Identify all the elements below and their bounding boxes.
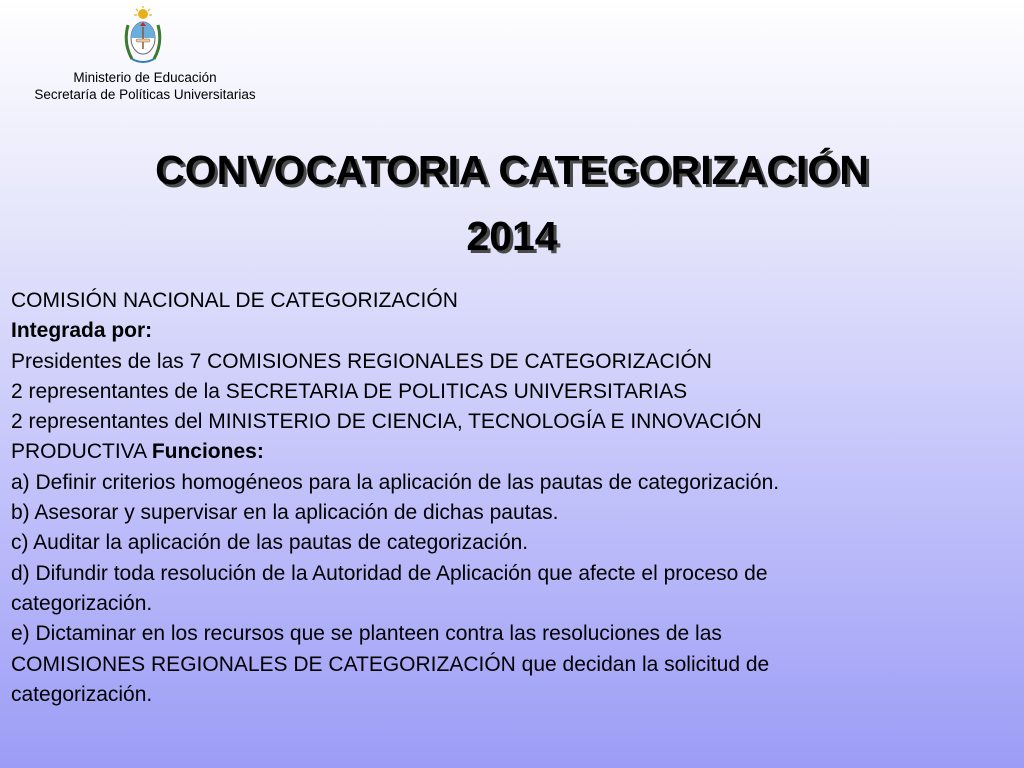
function-item-d: d) Difundir toda resolución de la Autoridad de Aplicación que afecte el proceso de xyxy=(11,561,768,585)
national-emblem-icon xyxy=(122,5,164,67)
function-item-e-cont: categorización. xyxy=(11,682,153,706)
commission-heading: COMISIÓN NACIONAL DE CATEGORIZACIÓN xyxy=(11,289,458,312)
function-item-d-cont: categorización. xyxy=(11,591,153,615)
title-year: 2014 xyxy=(466,213,558,259)
title-line-1: CONVOCATORIA CATEGORIZACIÓN xyxy=(155,147,869,193)
function-item-c: c) Auditar la aplicación de las pautas de categorización. xyxy=(11,531,529,555)
member-item: Presidentes de las 7 COMISIONES REGIONALES DE CATEGORIZACIÓN xyxy=(11,349,712,373)
function-item-b: b) Asesorar y supervisar en la aplicación de dichas pautas. xyxy=(11,501,559,525)
slide-title xyxy=(0,137,1024,269)
integrated-by-label: Integrada por: xyxy=(11,319,153,343)
function-item-e-cont: COMISIONES REGIONALES DE CATEGORIZACIÓN que decidan la solicitud de xyxy=(11,652,770,676)
member-item: 2 representantes del MINISTERIO DE CIENCIA, TECNOLOGÍA E INNOVACIÓN xyxy=(11,410,762,434)
member-item-continuation: PRODUCTIVA Funciones: xyxy=(11,440,264,464)
ministry-header xyxy=(0,69,290,103)
member-item: 2 representantes de la SECRETARIA DE POLITICAS UNIVERSITARIAS xyxy=(11,379,688,403)
function-item-a: a) Definir criterios homogéneos para la aplicación de las pautas de categorización. xyxy=(11,470,780,494)
ministry-name: Ministerio de Educación xyxy=(73,70,217,85)
secretariat-name: Secretaría de Políticas Universitarias xyxy=(34,87,256,102)
function-item-e: e) Dictaminar en los recursos que se planteen contra las resoluciones de las xyxy=(11,622,722,646)
functions-label: Funciones: xyxy=(151,440,264,464)
slide-body xyxy=(11,286,1011,710)
